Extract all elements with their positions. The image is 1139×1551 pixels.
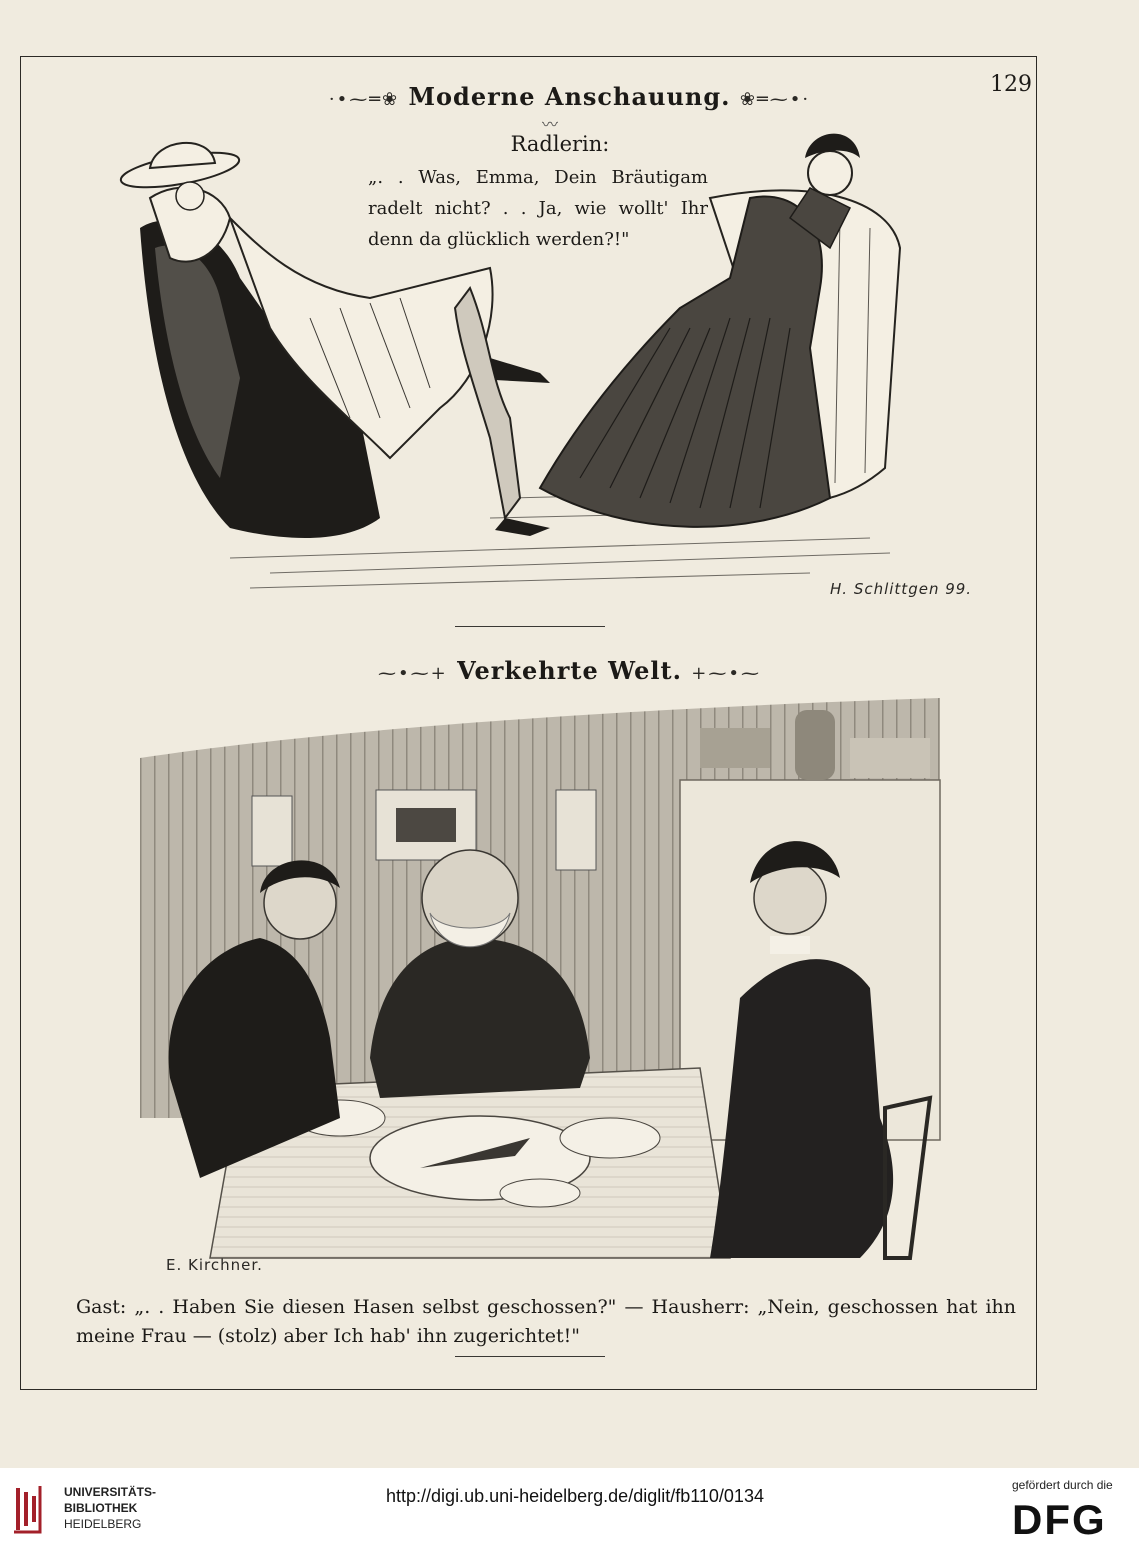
- ornament-left: ⁓•⁓+: [378, 663, 448, 684]
- permalink-url[interactable]: http://digi.ub.uni-heidelberg.de/diglit/fb110/0134: [386, 1486, 764, 1506]
- cartoon1-quote: „. . Was, Emma, Dein Bräutigam radelt nicht? . . Ja, wie wollt' Ihr denn da glücklich werden?!": [368, 167, 708, 250]
- cartoon2-illustration: [140, 698, 960, 1270]
- cartoon2-title: Verkehrte Welt.: [457, 656, 682, 685]
- cartoon1-title: Moderne Anschauung.: [408, 82, 731, 111]
- cartoon2-caption: Gast: „. . Haben Sie diesen Hasen selbst geschossen?" — Hausherr: „Nein, geschossen hat ihn meine Frau — (stolz) aber Ich hab' ihn zugerichtet!": [76, 1296, 1016, 1347]
- cartoon1-speaker: Radlerin:: [510, 132, 610, 156]
- cartoon1-title-row: [0, 82, 1139, 111]
- ornament-right: +⁓•⁓: [691, 663, 761, 684]
- digitization-footer: [0, 1468, 1139, 1551]
- library-name[interactable]: [64, 1484, 156, 1532]
- tilde-divider: 〰: [541, 115, 558, 134]
- section-divider: [455, 626, 605, 627]
- cartoon1-signature: H. Schlittgen 99.: [830, 580, 973, 598]
- library-logo-icon[interactable]: [10, 1482, 56, 1540]
- funding-text: gefördert durch die: [1012, 1478, 1113, 1492]
- ornament-left: ·•⁓═❀: [328, 89, 400, 110]
- dinner-table-drawing: [140, 698, 960, 1270]
- library-line-1: UNIVERSITÄTS-: [64, 1485, 157, 1499]
- page-number: 129: [990, 72, 1032, 97]
- library-line-3: HEIDELBERG: [64, 1517, 142, 1531]
- section-divider: [455, 1356, 605, 1357]
- dfg-logo[interactable]: DFG: [1012, 1496, 1107, 1543]
- cartoon2-title-row: [0, 656, 1139, 685]
- cartoon2-artist: E. Kirchner.: [166, 1256, 263, 1274]
- ornament-right: ❀═⁓•·: [739, 89, 811, 110]
- library-line-2: BIBLIOTHEK: [64, 1501, 138, 1515]
